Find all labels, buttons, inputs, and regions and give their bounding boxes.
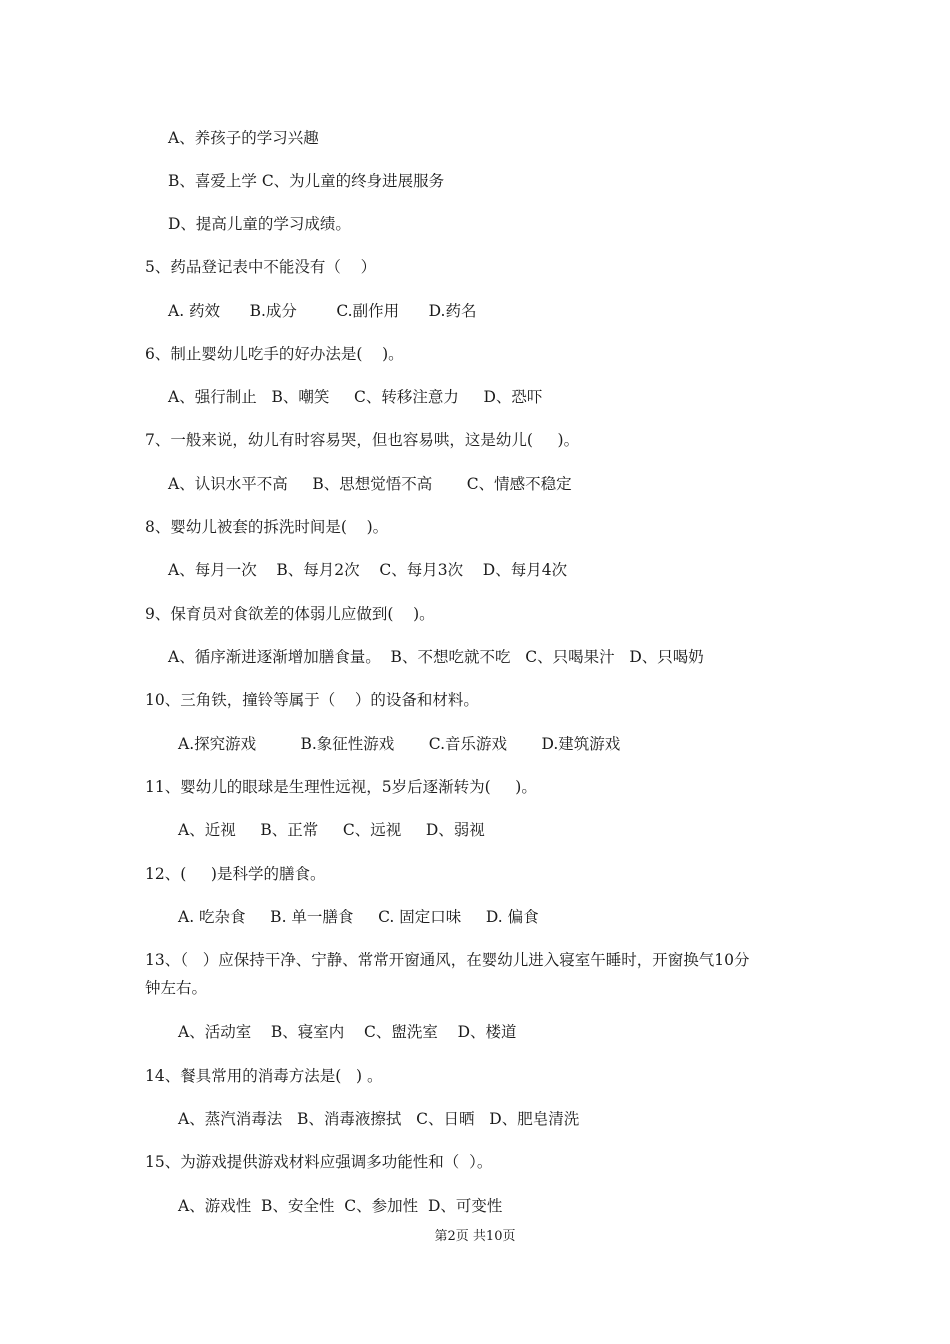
question-13-continued: 钟左右。 bbox=[145, 979, 208, 997]
question-9-options: A、循序渐进逐渐增加膳食量。 B、不想吃就不吃 C、只喝果汁 D、只喝奶 bbox=[168, 648, 704, 666]
page-footer: 第2页 共10页 bbox=[434, 1229, 516, 1244]
option-line: B、喜爱上学 C、为儿童的终身进展服务 bbox=[168, 172, 445, 190]
question-14-options: A、蒸汽消毒法 B、消毒液擦拭 C、日晒 D、肥皂清洗 bbox=[178, 1110, 580, 1128]
question-5: 5、药品登记表中不能没有（ ） bbox=[145, 258, 377, 276]
question-11-options: A、近视 B、正常 C、远视 D、弱视 bbox=[178, 821, 485, 839]
question-12-options: A. 吃杂食 B. 单一膳食 C. 固定口味 D. 偏食 bbox=[178, 908, 539, 926]
question-8: 8、婴幼儿被套的拆洗时间是( )。 bbox=[145, 518, 389, 536]
question-7: 7、一般来说，幼儿有时容易哭，但也容易哄，这是幼儿( )。 bbox=[145, 431, 580, 449]
question-15: 15、为游戏提供游戏材料应强调多功能性和（ ）。 bbox=[145, 1153, 493, 1171]
question-10: 10、三角铁，撞铃等属于（ ）的设备和材料。 bbox=[145, 691, 479, 709]
question-8-options: A、每月一次 B、每月2次 C、每月3次 D、每月4次 bbox=[168, 561, 568, 579]
question-12: 12、( )是科学的膳食。 bbox=[145, 865, 326, 883]
option-line: D、提高儿童的学习成绩。 bbox=[168, 215, 351, 233]
question-13-options: A、活动室 B、寝室内 C、盥洗室 D、楼道 bbox=[178, 1023, 517, 1041]
question-14: 14、餐具常用的消毒方法是( ) 。 bbox=[145, 1067, 383, 1085]
question-6: 6、制止婴幼儿吃手的好办法是( )。 bbox=[145, 345, 404, 363]
question-10-options: A.探究游戏 B.象征性游戏 C.音乐游戏 D.建筑游戏 bbox=[178, 735, 621, 753]
question-6-options: A、强行制止 B、嘲笑 C、转移注意力 D、恐吓 bbox=[168, 388, 543, 406]
question-11: 11、婴幼儿的眼球是生理性远视，5岁后逐渐转为( )。 bbox=[145, 778, 537, 796]
question-13: 13、（ ）应保持干净、宁静、常常开窗通风，在婴幼儿进入寝室午睡时，开窗换气10分 bbox=[145, 951, 750, 969]
question-15-options: A、游戏性 B、安全性 C、参加性 D、可变性 bbox=[178, 1197, 503, 1215]
question-7-options: A、认识水平不高 B、思想觉悟不高 C、情感不稳定 bbox=[168, 475, 572, 493]
option-line: A、养孩子的学习兴趣 bbox=[168, 129, 319, 147]
question-5-options: A. 药效 B.成分 C.副作用 D.药名 bbox=[168, 302, 477, 320]
question-9: 9、保育员对食欲差的体弱儿应做到( )。 bbox=[145, 605, 435, 623]
